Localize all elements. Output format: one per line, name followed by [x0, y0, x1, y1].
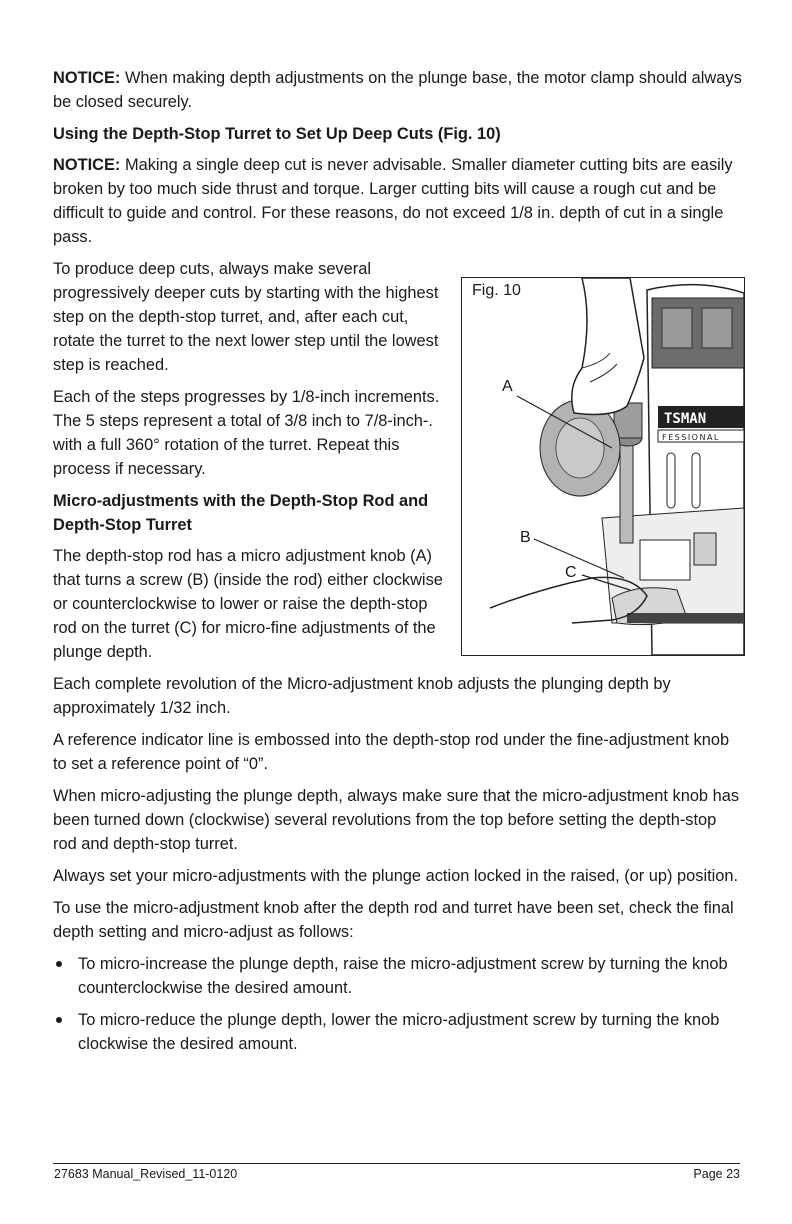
- para-deep-cuts: To produce deep cuts, always make several progressively deeper cuts by starting with the highest step on the depth-stop turret, and, after each cut, rotate the turret to the next lower step until the lowest step is reached.: [53, 260, 439, 374]
- bullet-icon: [56, 961, 62, 967]
- list-item: [53, 1008, 743, 1056]
- notice-deep-cut: [53, 153, 743, 249]
- page-footer: [53, 1163, 740, 1181]
- callout-b: B: [520, 529, 531, 546]
- para-use: To use the micro-adjustment knob after the depth rod and turret have been set, check the final depth setting and micro-adjust as follows:: [53, 899, 734, 941]
- motor-vent: [662, 308, 692, 348]
- brand-text: TSMAN: [664, 411, 707, 427]
- callout-c: C: [565, 564, 577, 581]
- list-item: [53, 952, 743, 1000]
- page-content: [53, 66, 743, 1064]
- base-bolt: [694, 533, 716, 565]
- base-slot: [692, 453, 700, 508]
- notice-text: When making depth adjustments on the plunge base, the motor clamp should always be closed securely.: [53, 69, 742, 111]
- para-revolution: Each complete revolution of the Micro-adjustment knob adjusts the plunging depth by approximately 1/32 inch.: [53, 675, 671, 717]
- para-always: Always set your micro-adjustments with the plunge action locked in the raised, (or up) position.: [53, 867, 739, 885]
- bullet-text: To micro-increase the plunge depth, raise the micro-adjustment screw by turning the knob counterclockwise the desired amount.: [78, 955, 728, 997]
- figure-caption: Fig. 10: [472, 282, 521, 299]
- hand-illustration: [572, 278, 644, 414]
- bullet-list: [53, 952, 743, 1056]
- notice-label: NOTICE:: [53, 156, 121, 174]
- bullet-icon: [56, 1017, 62, 1023]
- para-reference: A reference indicator line is embossed into the depth-stop rod under the fine-adjustment knob to set a reference point of “0”.: [53, 731, 730, 773]
- side-handle-inner: [556, 418, 604, 478]
- bullet-text: To micro-reduce the plunge depth, lower the micro-adjustment screw by turning the knob clockwise the desired amount.: [78, 1011, 720, 1053]
- notice-text: Making a single deep cut is never advisable. Smaller diameter cutting bits are easily broken by too much side thrust and torque. Larger cutting bits will cause a rough cut and be difficult to guide and control. For these reasons, do not exceed 1/8 in. depth of cut in a single pass.: [53, 156, 733, 246]
- depth-stop-rod: [620, 443, 633, 543]
- para-when: When micro-adjusting the plunge depth, always make sure that the micro-adjustment knob has been turned down (clockwise) several revolutions from the top before setting the depth-stop rod and depth-stop turret.: [53, 787, 740, 853]
- heading-micro-adjustments: Micro-adjustments with the Depth-Stop Rod and Depth-Stop Turret: [53, 492, 429, 534]
- callout-a: A: [502, 378, 513, 395]
- heading-depth-stop-turret: Using the Depth-Stop Turret to Set Up Deep Cuts (Fig. 10): [53, 125, 501, 143]
- footer-document-id: 27683 Manual_Revised_11-0120: [54, 1167, 238, 1181]
- base-edge: [627, 613, 744, 623]
- notice-motor-clamp: [53, 66, 743, 114]
- footer-page-number: Page 23: [693, 1167, 740, 1181]
- figure-10: [461, 277, 745, 656]
- router-illustration: [462, 278, 744, 655]
- brand-sub-text: FESSIONAL: [662, 433, 720, 442]
- notice-label: NOTICE:: [53, 69, 121, 87]
- motor-vent: [702, 308, 732, 348]
- para-steps: Each of the steps progresses by 1/8-inch increments. The 5 steps represent a total of 3/8 inch to 7/8-inch-. with a full 360° rotation of the turret. Repeat this process if necessary.: [53, 388, 440, 478]
- para-micro-adjust: The depth-stop rod has a micro adjustment knob (A) that turns a screw (B) (inside the rod) either clockwise or counterclockwise to lower or raise the depth-stop rod on the turret (C) for micro-fine adjustments of the plunge depth.: [53, 547, 443, 661]
- turret-plate: [640, 540, 690, 580]
- base-slot: [667, 453, 675, 508]
